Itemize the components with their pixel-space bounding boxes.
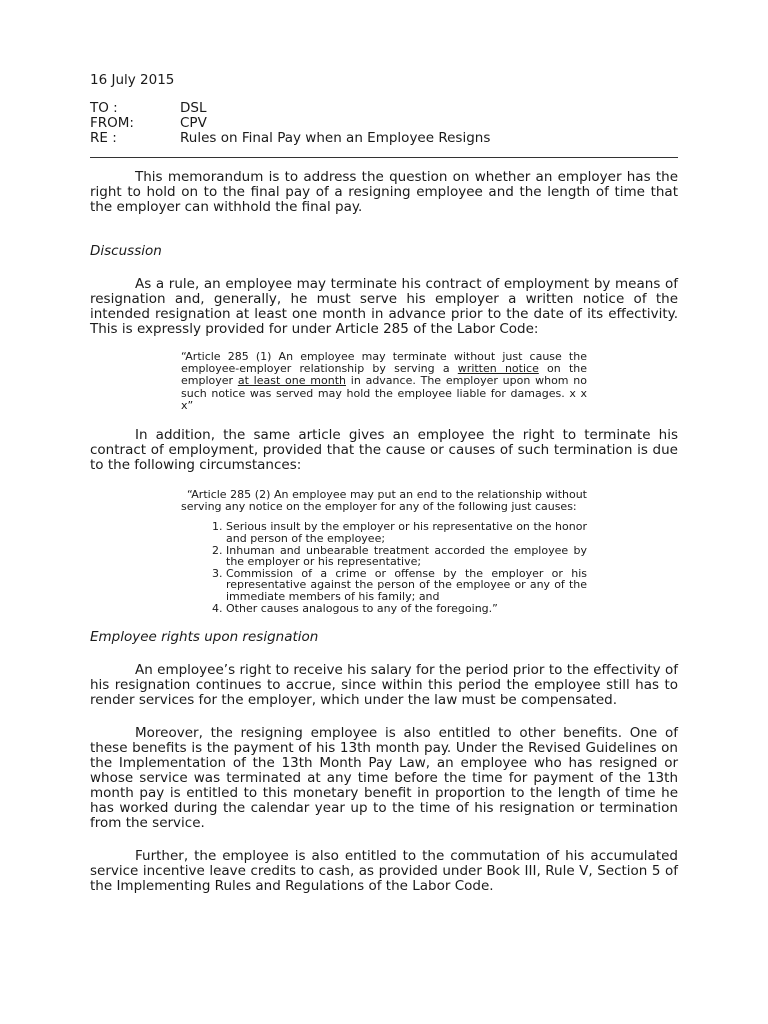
article-285-2-quote — [181, 489, 587, 614]
list-item: 1. Serious insult by the employer or his representative on the honor and person of the employee; — [226, 521, 587, 544]
salary-paragraph: An employee’s right to receive his salary for the period prior to the effectivity of his resignation continues to accrue, since within this period the employee still has to render services for the employer, which under the law must be compensated. — [90, 662, 678, 709]
memo-body — [90, 170, 678, 894]
header-label: RE : — [90, 130, 117, 146]
quote-text: “Article 285 (1) An employee may terminate without just cause the employee-employer relationship by serving a — [181, 350, 587, 376]
header-label: TO : — [90, 100, 118, 116]
quote-intro: “Article 285 (2) An employee may put an end to the relationship without serving any notice on the employer for any of the following just causes: — [181, 488, 587, 514]
intro-paragraph: This memorandum is to address the question on whether an employer has the right to hold on to the final pay of a resigning employee and the length of time that the employer can withhold the final pay. — [90, 169, 678, 215]
quote-text: on the employer — [181, 362, 588, 388]
list-item: 3. Commission of a crime or offense by the employer or his representative against the person of the employee or any of the immediate members of his family; and — [226, 568, 587, 603]
article-285-1-quote — [181, 351, 587, 412]
section-title-employee-rights: Employee rights upon resignation — [90, 629, 319, 646]
header-row-from — [90, 116, 678, 131]
memo-header — [90, 101, 678, 146]
header-row-re — [90, 131, 678, 146]
just-causes-list — [181, 521, 587, 614]
leave-credits-paragraph: Further, the employee is also entitled to the commutation of his accumulated service incentive leave credits to cash, as provided under Book III, Rule V, Section 5 of the Implementing Rules and Regulations of the Labor Code. — [90, 848, 678, 895]
header-value: Rules on Final Pay when an Employee Resigns — [180, 130, 491, 146]
section-title-discussion: Discussion — [90, 243, 162, 259]
header-divider — [90, 157, 678, 158]
list-item: 4. Other causes analogous to any of the foregoing.” — [226, 603, 587, 615]
thirteenth-month-paragraph: Moreover, the resigning employee is also entitled to other benefits. One of these benefits is the payment of his 13th month pay. Under the Revised Guidelines on the Implementation of the 13th Month Pay Law, an employee who has resigned or whose service was terminated at any time before the time for payment of the 13th month pay is entitled to this monetary benefit in proportion to the length of time he has worked during the calendar year up to the time of his resignation or termination from the service. — [90, 725, 678, 832]
header-value: DSL — [180, 100, 207, 116]
memo-date: 16 July 2015 — [90, 72, 175, 88]
quote-underlined-text: written notice — [457, 362, 539, 376]
quote-text: in advance. The employer upon whom no such notice was served may hold the employee liable for damages. x x x” — [181, 374, 587, 412]
list-item: 2. Inhuman and unbearable treatment accorded the employee by the employer or his representative; — [226, 545, 587, 568]
quote-underlined-text: at least one month — [237, 374, 346, 388]
header-row-to — [90, 101, 678, 116]
header-label: FROM: — [90, 115, 134, 131]
header-value: CPV — [180, 115, 207, 131]
addition-paragraph: In addition, the same article gives an employee the right to terminate his contract of employment, provided that the cause or causes of such termination is due to the following circumstances: — [90, 427, 678, 474]
discussion-paragraph: As a rule, an employee may terminate his contract of employment by means of resignation and, generally, he must serve his employer a written notice of the intended resignation at least one month in advance prior to the date of its effectivity. This is expressly provided for under Article 285 of the Labor Code: — [90, 276, 678, 337]
